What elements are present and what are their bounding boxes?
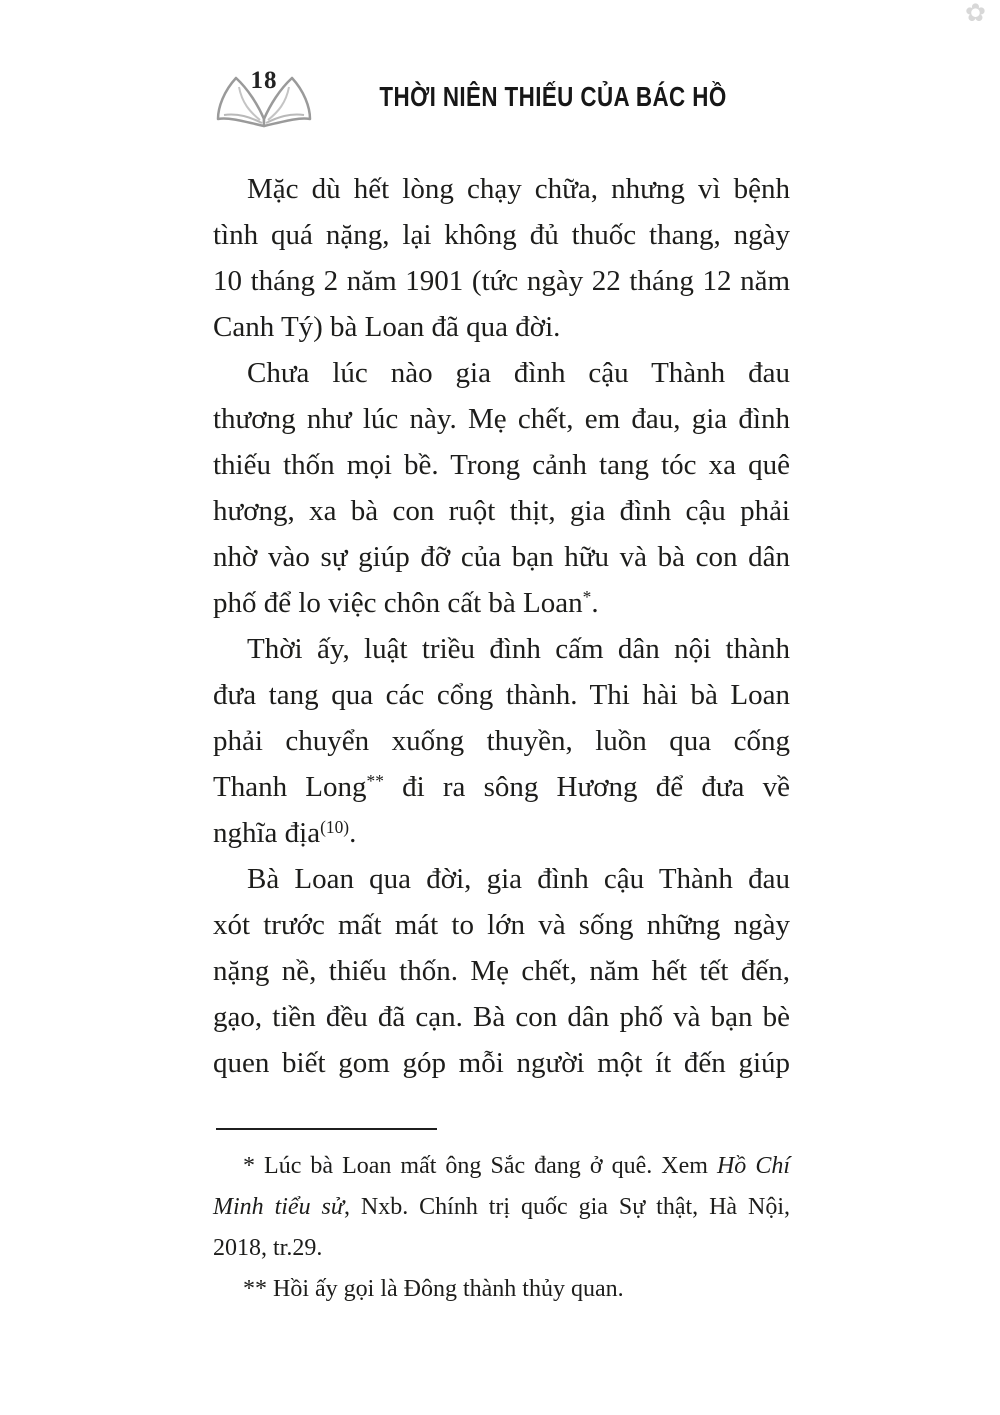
text-segment: thiếu thốn mọi bề. Trong cảnh tang tóc xa quê bbox=[213, 449, 790, 481]
footnote-marker: (10) bbox=[320, 816, 350, 837]
paragraph bbox=[213, 626, 790, 856]
text-segment: đi ra sông Hương để đưa về bbox=[383, 771, 790, 803]
text-segment: phải chuyển xuống thuyền, luồn qua cống bbox=[213, 725, 790, 757]
text-line bbox=[213, 304, 790, 350]
text-segment: phố để lo việc chôn cất bà Loan bbox=[213, 587, 583, 619]
text-segment: Bà Loan qua đời, gia đình cậu Thành đau bbox=[247, 863, 790, 895]
footnote bbox=[213, 1146, 790, 1269]
body-text bbox=[213, 166, 790, 1086]
paragraph bbox=[213, 856, 790, 1086]
text-line bbox=[213, 1040, 790, 1086]
text-segment: nghĩa địa bbox=[213, 817, 321, 849]
text-line bbox=[213, 580, 790, 626]
footnote-marker: ** bbox=[366, 770, 384, 791]
text-segment: đưa tang qua các cổng thành. Thi hài bà Loan bbox=[213, 679, 790, 711]
text-line bbox=[213, 534, 790, 580]
text-segment: Chưa lúc nào gia đình cậu Thành đau bbox=[247, 357, 790, 389]
text-line bbox=[213, 1269, 790, 1310]
footnote-separator bbox=[216, 1128, 437, 1130]
text-line bbox=[213, 994, 790, 1040]
text-segment: xót trước mất mát to lớn và sống những ngày bbox=[213, 909, 790, 941]
italic-text: Minh tiểu sử bbox=[213, 1194, 344, 1220]
paragraph bbox=[213, 350, 790, 626]
text-segment: nhờ vào sự giúp đỡ của bạn hữu và bà con dân bbox=[213, 541, 790, 573]
text-segment: Mặc dù hết lòng chạy chữa, nhưng vì bệnh bbox=[247, 173, 790, 205]
text-segment: tình quá nặng, lại không đủ thuốc thang, ngày bbox=[213, 219, 790, 251]
italic-text: Hồ Chí bbox=[716, 1153, 790, 1179]
text-segment: 2018, tr.29. bbox=[213, 1235, 323, 1261]
text-line bbox=[213, 350, 790, 396]
running-title bbox=[316, 81, 790, 113]
text-line bbox=[213, 166, 790, 212]
text-line bbox=[213, 902, 790, 948]
text-line bbox=[213, 948, 790, 994]
text-line bbox=[213, 212, 790, 258]
text-segment: * Lúc bà Loan mất ông Sắc đang ở quê. Xem bbox=[243, 1153, 717, 1179]
text-segment: . bbox=[591, 587, 599, 619]
text-line bbox=[213, 764, 790, 810]
page-number: 18 bbox=[250, 67, 278, 94]
text-line bbox=[213, 810, 790, 856]
text-line bbox=[213, 396, 790, 442]
text-segment: quen biết gom góp mỗi người một ít đến giúp bbox=[213, 1047, 790, 1079]
text-segment: 10 tháng 2 năm 1901 (tức ngày 22 tháng 12 năm bbox=[213, 265, 790, 297]
footnote-marker: * bbox=[582, 586, 592, 607]
text-segment: , Nxb. Chính trị quốc gia Sự thật, Hà Nội, bbox=[343, 1194, 791, 1220]
text-line bbox=[213, 1228, 790, 1269]
text-line bbox=[213, 442, 790, 488]
page-number-ornament bbox=[212, 63, 316, 131]
text-line bbox=[213, 1187, 790, 1228]
text-line bbox=[213, 672, 790, 718]
text-segment: Thời ấy, luật triều đình cấm dân nội thành bbox=[247, 633, 790, 665]
paragraph bbox=[213, 166, 790, 350]
text-segment: . bbox=[349, 817, 357, 849]
footnote bbox=[213, 1269, 790, 1310]
text-segment: Canh Tý) bà Loan đã qua đời. bbox=[213, 311, 561, 343]
text-segment: ** Hồi ấy gọi là Đông thành thủy quan. bbox=[243, 1276, 624, 1302]
text-segment: thương như lúc này. Mẹ chết, em đau, gia đình bbox=[213, 403, 790, 435]
text-line bbox=[213, 718, 790, 764]
text-line bbox=[213, 856, 790, 902]
text-line bbox=[213, 1146, 790, 1187]
text-segment: gạo, tiền đều đã cạn. Bà con dân phố và bạn bè bbox=[213, 1001, 790, 1033]
text-segment: nặng nề, thiếu thốn. Mẹ chết, năm hết tết đến, bbox=[213, 955, 790, 987]
text-line bbox=[213, 488, 790, 534]
footnotes bbox=[213, 1146, 790, 1310]
text-line bbox=[213, 626, 790, 672]
text-segment: hương, xa bà con ruột thịt, gia đình cậu phải bbox=[213, 495, 790, 527]
flower-watermark-icon: ✿ bbox=[965, 0, 986, 27]
text-line bbox=[213, 258, 790, 304]
running-title-text: THỜI NIÊN THIẾU CỦA BÁC HỒ bbox=[379, 81, 727, 112]
page-header bbox=[212, 62, 790, 132]
text-segment: Thanh Long bbox=[213, 771, 367, 803]
